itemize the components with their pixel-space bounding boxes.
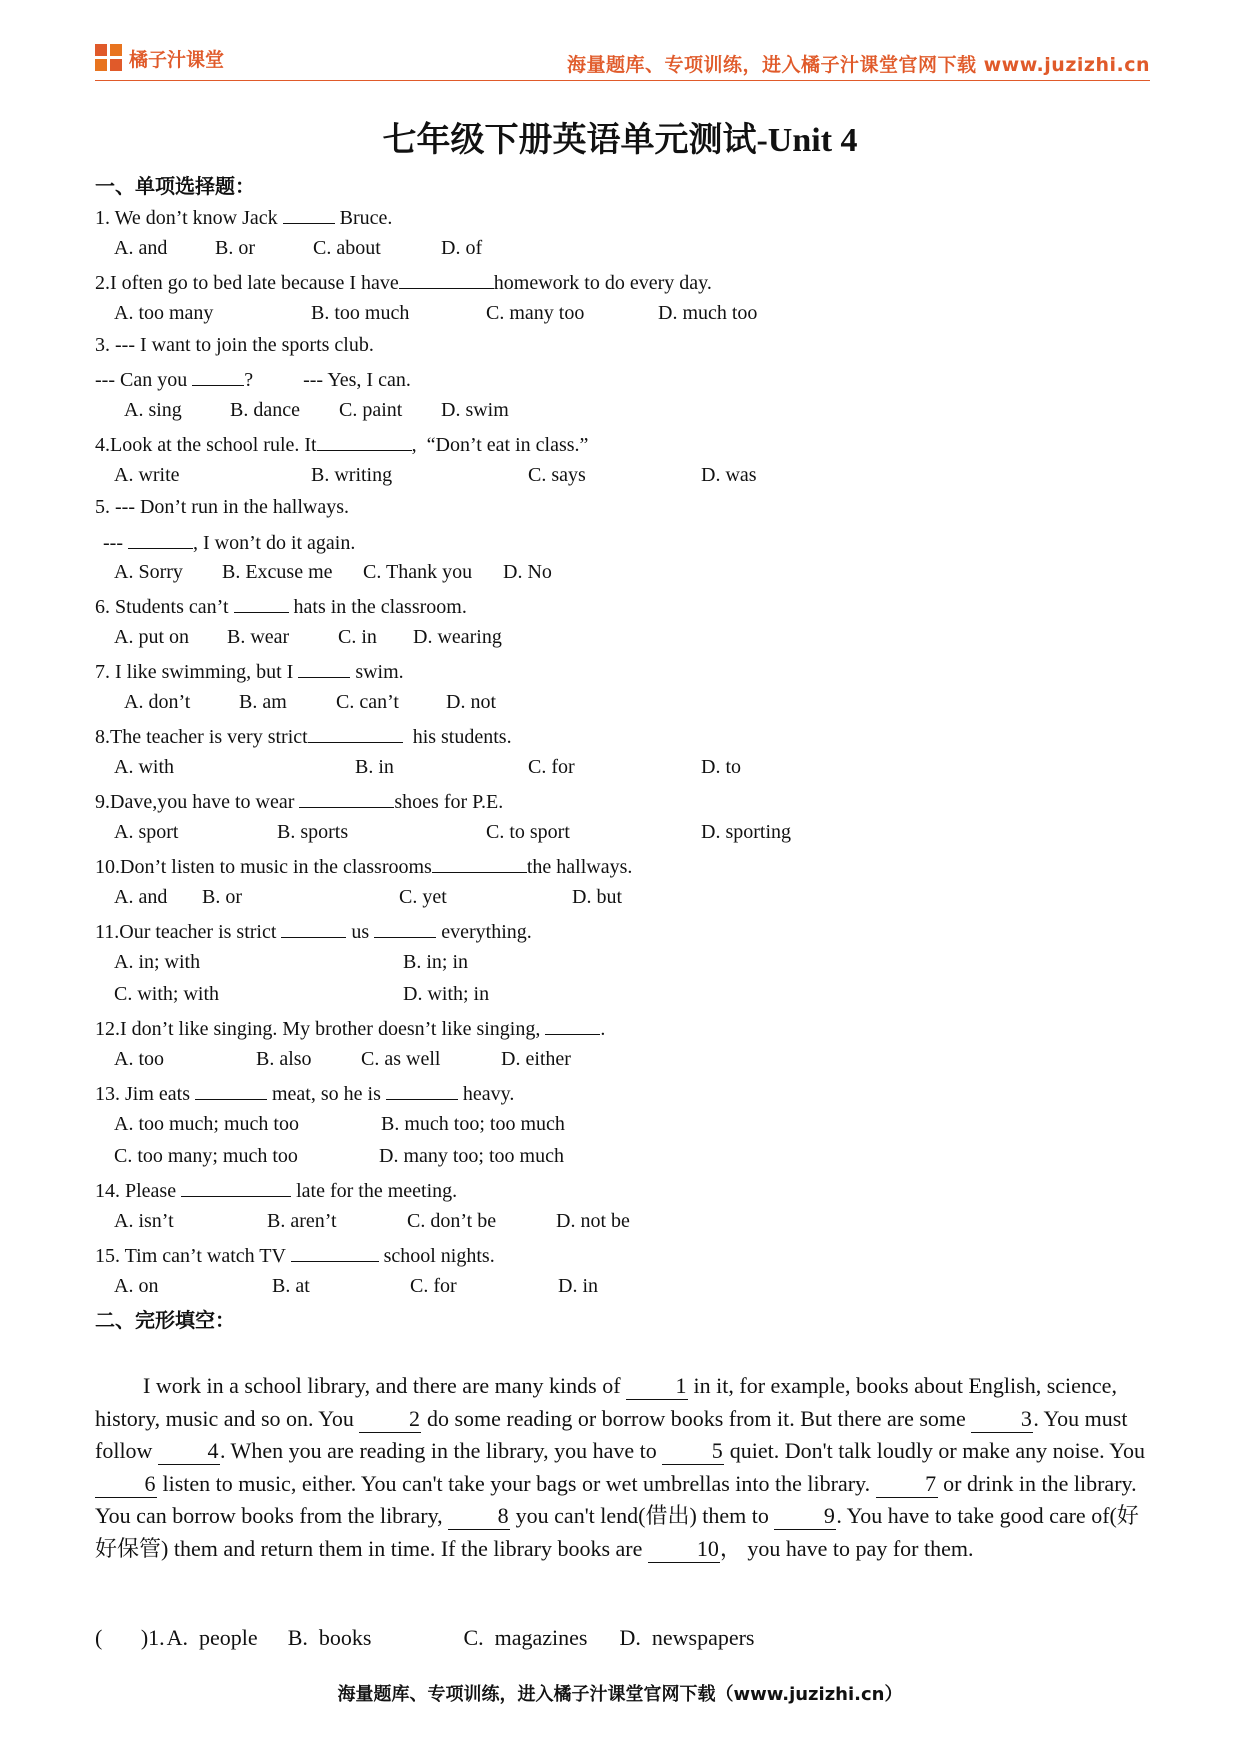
- answer-blank: [545, 1016, 600, 1035]
- page-footer: 海量题库、专项训练，进入橘子汁课堂官网下载（www.juzizhi.cn）: [337, 1684, 903, 1705]
- answer-blank: [298, 659, 350, 678]
- question-10: 10.Don’t listen to music in the classrooms the hallways.: [95, 856, 633, 878]
- question-5: 5. --- Don’t run in the hallways.: [95, 496, 350, 518]
- cloze-passage: I work in a school library, and there are many kinds of 1 in it, for example, books about English, science, history, music and so on. You 2 do some reading or borrow books from it. But there are some 3. You must follow 4. When you are reading in the library, you have to 5 quiet. Don't talk loudly or make any noise. You 6 listen to music, either. You can't take your bags or wet umbrellas into the library. 7 or drink in the library. You can borrow books from the library, 8 you can't lend(借出) them to 9. You have to take good care of(好好保管) them and return them in time. If the library books are 10， you have to pay for them.: [95, 1373, 1145, 1561]
- question-3-dialogue: --- Can you ? --- Yes, I can.: [95, 369, 411, 391]
- brand-logo: [95, 44, 224, 72]
- answer-blank: [299, 789, 394, 808]
- question-2: 2.I often go to bed late because I have homework to do every day.: [95, 272, 712, 294]
- section-heading-cloze: 二、完形填空：: [95, 1310, 235, 1332]
- cloze-blank: 8: [448, 1503, 510, 1530]
- question-14: 14. Please late for the meeting.: [95, 1180, 458, 1202]
- answer-blank: [195, 1081, 267, 1100]
- question-4: 4.Look at the school rule. It , “Don’t eat in class.”: [95, 434, 589, 456]
- cloze-blank: 7: [876, 1471, 938, 1498]
- question-8: 8.The teacher is very strict his students.: [95, 726, 512, 748]
- answer-blank: [192, 367, 244, 386]
- cloze-blank: 5: [662, 1438, 724, 1465]
- answer-blank: [399, 270, 494, 289]
- cloze-blank: 9: [774, 1503, 836, 1530]
- page-title: 七年级下册英语单元测试-Unit 4: [382, 122, 858, 159]
- question-13: 13. Jim eats meat, so he is heavy.: [95, 1083, 515, 1105]
- answer-blank: [308, 724, 403, 743]
- question-15: 15. Tim can’t watch TV school nights.: [95, 1245, 495, 1267]
- answer-blank: [317, 432, 412, 451]
- cloze-question-1: ( )1.A. people B. books C. magazines D. newspapers: [95, 1625, 755, 1650]
- answer-blank: [291, 1243, 379, 1262]
- answer-blank: [374, 919, 436, 938]
- answer-blank: [386, 1081, 458, 1100]
- page-header: [95, 40, 1150, 81]
- answer-blank: [432, 854, 527, 873]
- answer-blank: [181, 1178, 291, 1197]
- cloze-blank: 2: [359, 1406, 421, 1433]
- question-1: 1. We don’t know Jack Bruce.: [95, 207, 393, 229]
- cloze-blank: 3: [971, 1406, 1033, 1433]
- section-heading-choice: 一、单项选择题：: [95, 176, 255, 198]
- question-11: 11.Our teacher is strict us everything.: [95, 921, 532, 943]
- question-7: 7. I like swimming, but I swim.: [95, 661, 404, 683]
- header-slogan: 海量题库、专项训练，进入橘子汁课堂官网下载 www.juzizhi.cn: [567, 54, 1150, 76]
- question-5-dialogue: --- , I won’t do it again.: [103, 532, 356, 554]
- answer-blank: [234, 594, 289, 613]
- answer-blank: [128, 530, 193, 549]
- answer-blank: [281, 919, 346, 938]
- logo-text: 橘子汁课堂: [129, 48, 225, 71]
- question-9: 9.Dave,you have to wear shoes for P.E.: [95, 791, 504, 813]
- cloze-blank: 6: [95, 1471, 157, 1498]
- cloze-blank: 10: [648, 1536, 720, 1563]
- answer-blank: [283, 205, 335, 224]
- question-3: 3. --- I want to join the sports club.: [95, 334, 374, 356]
- logo-icon: [95, 44, 123, 72]
- cloze-blank: 1: [626, 1373, 688, 1400]
- cloze-blank: 4: [158, 1438, 220, 1465]
- question-12: 12.I don’t like singing. My brother doesn’t like singing, .: [95, 1018, 606, 1040]
- question-6: 6. Students can’t hats in the classroom.: [95, 596, 467, 618]
